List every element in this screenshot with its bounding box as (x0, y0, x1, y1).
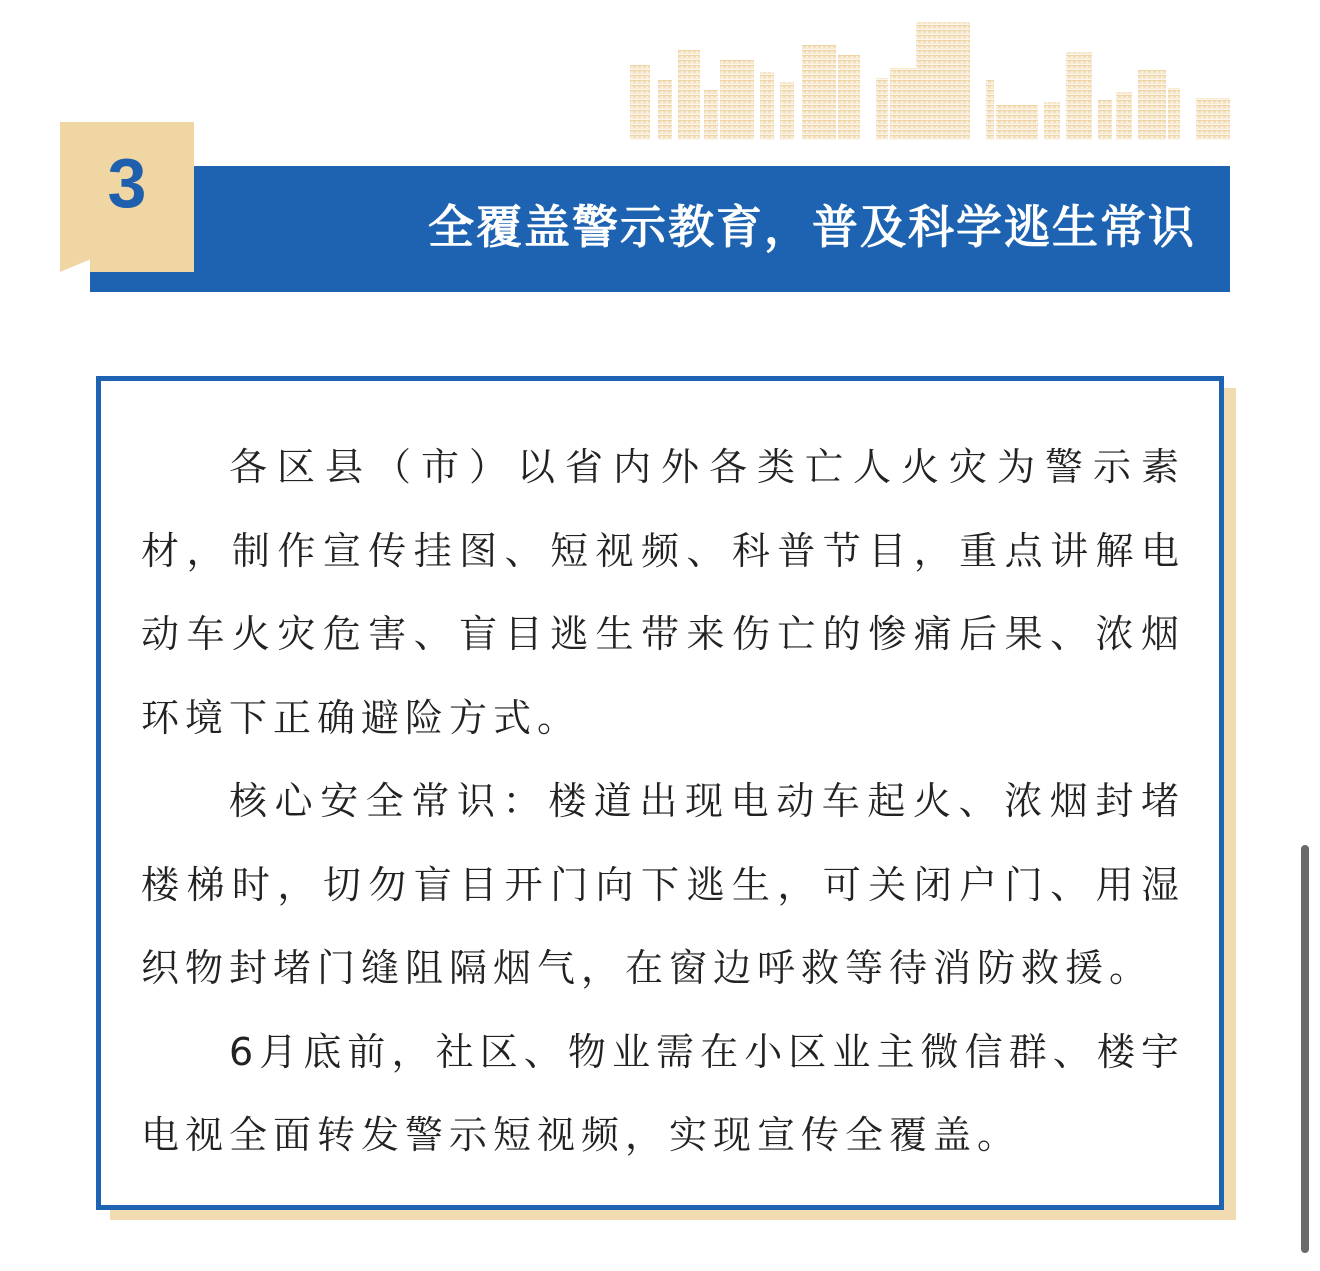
city-skyline-decoration (620, 10, 1240, 150)
scrollbar[interactable] (1301, 845, 1309, 1253)
content-box (96, 376, 1224, 1210)
content-text (141, 426, 1185, 1178)
section-number: 3 (107, 144, 147, 222)
section-title: 全覆盖警示教育，普及科学逃生常识 (428, 200, 1196, 254)
paragraph-safety-knowledge: 核心安全常识：楼道出现电动车起火、浓烟封堵楼梯时，切勿盲目开门向下逃生，可关闭户门、用湿织物封堵门缝阻隔烟气，在窗边呼救等待消防救援。 (141, 779, 1185, 990)
paragraph-warning-education: 各区县（市）以省内外各类亡人火灾为警示素材，制作宣传挂图、短视频、科普节目，重点讲解电动车火灾危害、盲目逃生带来伤亡的惨痛后果、浓烟环境下正确避险方式。 (141, 445, 1185, 740)
section-title-bar (90, 166, 1230, 292)
paragraph-deadline: 6月底前，社区、物业需在小区业主微信群、楼宇电视全面转发警示短视频，实现宣传全覆盖。 (141, 1029, 1185, 1157)
